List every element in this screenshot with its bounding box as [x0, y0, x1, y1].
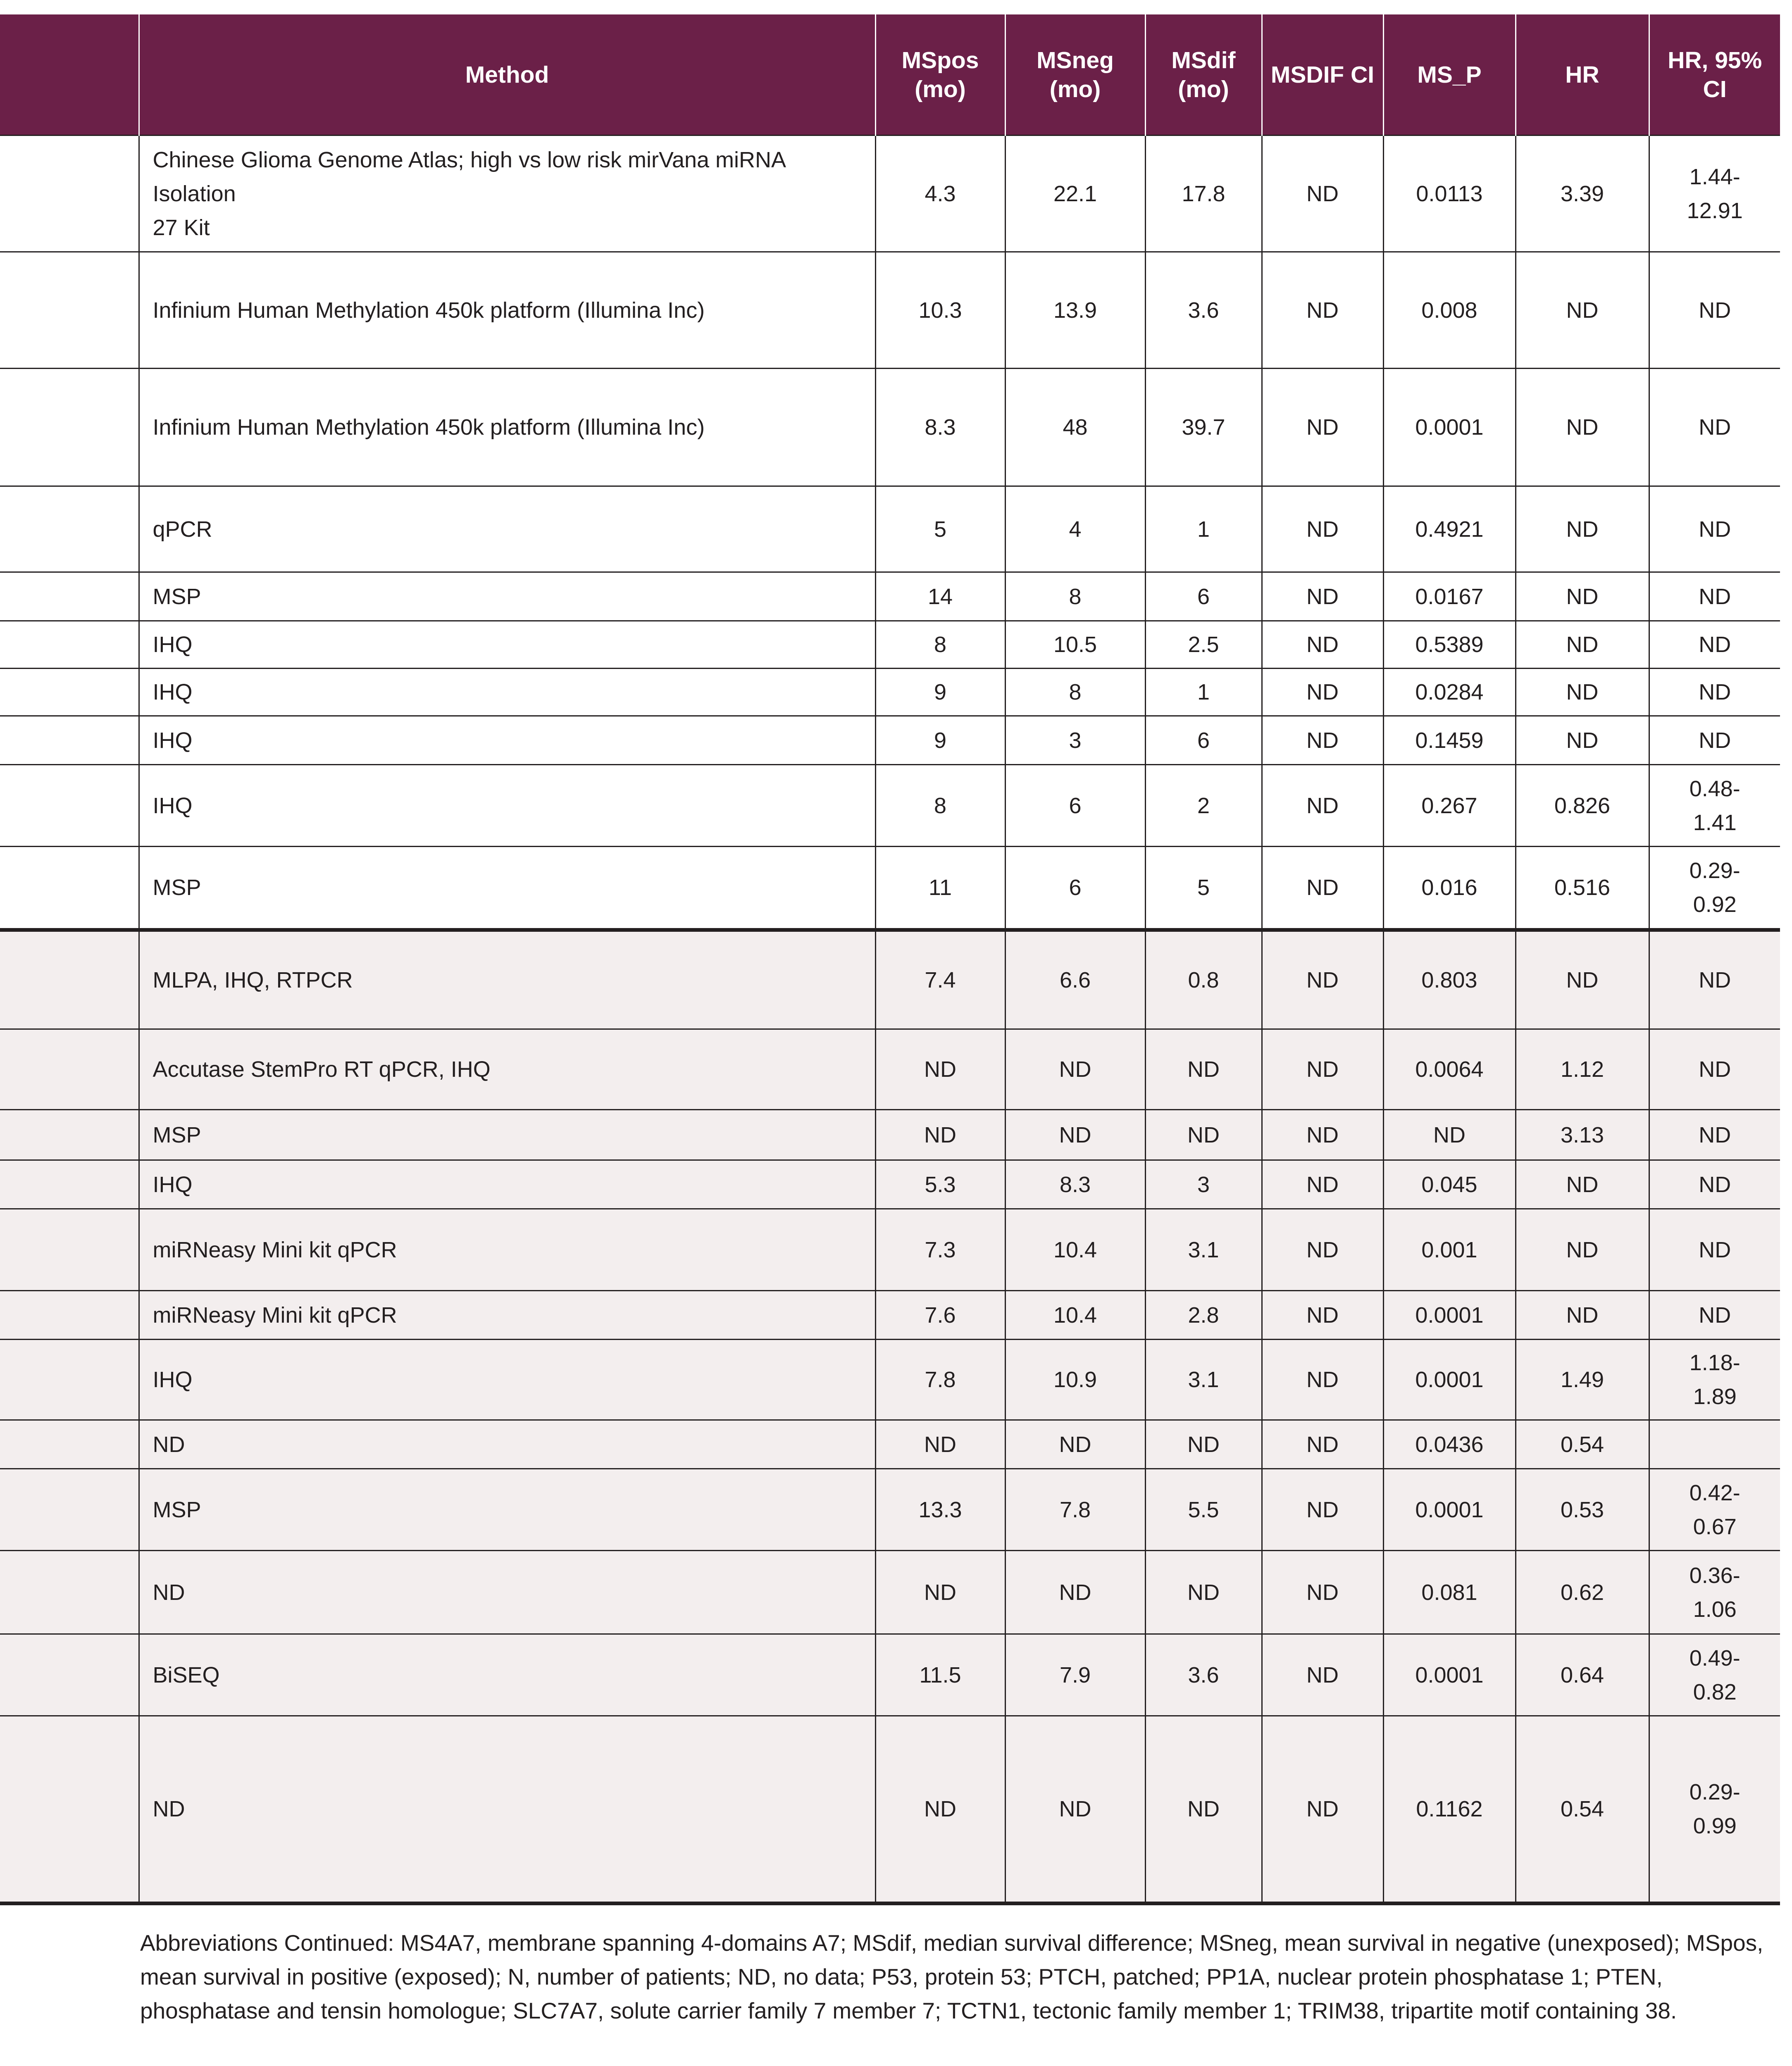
header-blank: [0, 14, 139, 136]
cell-msdif-ci: ND: [1262, 1110, 1383, 1160]
cell-msdif: 17.8: [1145, 136, 1262, 252]
table-row: [0, 369, 1780, 486]
cell-msdif-ci: ND: [1262, 1029, 1383, 1110]
cell-hr-ci: ND: [1649, 252, 1780, 369]
table-row: [0, 1340, 1780, 1420]
cell-msdif: ND: [1145, 1029, 1262, 1110]
cell-hr-ci: 0.36- 1.06: [1649, 1551, 1780, 1634]
table-row: [0, 847, 1780, 930]
cell-hr: 3.13: [1516, 1110, 1649, 1160]
cell-msdif: 3.6: [1145, 252, 1262, 369]
cell-msdif: 6: [1145, 716, 1262, 765]
cell-blank: [0, 1029, 139, 1110]
header-msdif: MSdif (mo): [1145, 14, 1262, 136]
cell-hr-ci: ND: [1649, 1291, 1780, 1340]
cell-hr: 0.54: [1516, 1420, 1649, 1469]
cell-hr: 0.62: [1516, 1551, 1649, 1634]
cell-msdif-ci: ND: [1262, 572, 1383, 621]
table-row: [0, 136, 1780, 252]
cell-msdif-ci: ND: [1262, 847, 1383, 930]
cell-msneg: 10.9: [1005, 1340, 1145, 1420]
cell-blank: [0, 1469, 139, 1551]
cell-msneg: ND: [1005, 1420, 1145, 1469]
cell-method: IHQ: [139, 716, 875, 765]
cell-hr: ND: [1516, 572, 1649, 621]
cell-mspos: 8: [875, 765, 1005, 847]
cell-mspos: 7.6: [875, 1291, 1005, 1340]
cell-hr: 1.12: [1516, 1029, 1649, 1110]
cell-hr: 0.53: [1516, 1469, 1649, 1551]
cell-msdif-ci: ND: [1262, 930, 1383, 1029]
cell-method: ND: [139, 1420, 875, 1469]
header-method: Method: [139, 14, 875, 136]
cell-msdif-ci: ND: [1262, 1634, 1383, 1716]
table-row: [0, 930, 1780, 1029]
cell-ms-p: 0.0167: [1383, 572, 1516, 621]
cell-hr-ci: ND: [1649, 621, 1780, 669]
cell-msdif: ND: [1145, 1716, 1262, 1904]
cell-method: IHQ: [139, 1160, 875, 1209]
cell-hr-ci: ND: [1649, 369, 1780, 486]
cell-msdif: 6: [1145, 572, 1262, 621]
cell-msneg: 7.9: [1005, 1634, 1145, 1716]
cell-mspos: 13.3: [875, 1469, 1005, 1551]
cell-hr: ND: [1516, 621, 1649, 669]
cell-ms-p: 0.045: [1383, 1160, 1516, 1209]
cell-blank: [0, 1420, 139, 1469]
cell-hr-ci: 0.42- 0.67: [1649, 1469, 1780, 1551]
cell-msneg: 8.3: [1005, 1160, 1145, 1209]
cell-ms-p: 0.4921: [1383, 486, 1516, 572]
cell-msneg: 7.8: [1005, 1469, 1145, 1551]
cell-blank: [0, 252, 139, 369]
cell-method: MSP: [139, 847, 875, 930]
cell-msdif: 3.1: [1145, 1209, 1262, 1291]
cell-msdif: ND: [1145, 1551, 1262, 1634]
cell-hr-ci: ND: [1649, 716, 1780, 765]
cell-blank: [0, 1634, 139, 1716]
cell-ms-p: 0.001: [1383, 1209, 1516, 1291]
cell-blank: [0, 765, 139, 847]
cell-msdif-ci: ND: [1262, 1160, 1383, 1209]
cell-msdif-ci: ND: [1262, 1209, 1383, 1291]
cell-mspos: 7.8: [875, 1340, 1005, 1420]
cell-hr-ci: 0.48- 1.41: [1649, 765, 1780, 847]
cell-hr-ci: 0.29- 0.99: [1649, 1716, 1780, 1904]
cell-mspos: 8.3: [875, 369, 1005, 486]
cell-msdif: 0.8: [1145, 930, 1262, 1029]
cell-ms-p: 0.0001: [1383, 1340, 1516, 1420]
cell-msdif: 2.5: [1145, 621, 1262, 669]
cell-hr-ci: ND: [1649, 930, 1780, 1029]
cell-hr: ND: [1516, 930, 1649, 1029]
cell-method: Chinese Glioma Genome Atlas; high vs low risk mirVana miRNA Isolation 27 Kit: [139, 136, 875, 252]
cell-msdif: 3.1: [1145, 1340, 1262, 1420]
cell-msdif-ci: ND: [1262, 669, 1383, 716]
cell-ms-p: 0.0001: [1383, 369, 1516, 486]
cell-method: MSP: [139, 572, 875, 621]
cell-msdif: 1: [1145, 486, 1262, 572]
cell-method: qPCR: [139, 486, 875, 572]
cell-mspos: 11: [875, 847, 1005, 930]
cell-msdif: 3.6: [1145, 1634, 1262, 1716]
cell-msdif: ND: [1145, 1420, 1262, 1469]
cell-method: miRNeasy Mini kit qPCR: [139, 1209, 875, 1291]
table-row: [0, 252, 1780, 369]
cell-method: IHQ: [139, 621, 875, 669]
cell-msneg: ND: [1005, 1110, 1145, 1160]
cell-hr-ci: 0.49- 0.82: [1649, 1634, 1780, 1716]
cell-msdif-ci: ND: [1262, 486, 1383, 572]
cell-msdif: 5: [1145, 847, 1262, 930]
cell-blank: [0, 621, 139, 669]
cell-hr-ci: ND: [1649, 1029, 1780, 1110]
cell-hr-ci: ND: [1649, 1160, 1780, 1209]
cell-method: Accutase StemPro RT qPCR, IHQ: [139, 1029, 875, 1110]
cell-blank: [0, 669, 139, 716]
cell-ms-p: 0.0284: [1383, 669, 1516, 716]
cell-hr-ci: [1649, 1420, 1780, 1469]
cell-msneg: 22.1: [1005, 136, 1145, 252]
cell-method: Infinium Human Methylation 450k platform (Illumina Inc): [139, 369, 875, 486]
cell-method: BiSEQ: [139, 1634, 875, 1716]
table-row: [0, 1029, 1780, 1110]
cell-hr: 0.64: [1516, 1634, 1649, 1716]
table-row: [0, 716, 1780, 765]
cell-hr: ND: [1516, 716, 1649, 765]
cell-msdif-ci: ND: [1262, 716, 1383, 765]
cell-mspos: 14: [875, 572, 1005, 621]
cell-msneg: 10.4: [1005, 1291, 1145, 1340]
cell-msneg: 6.6: [1005, 930, 1145, 1029]
cell-blank: [0, 1716, 139, 1904]
table-row: [0, 572, 1780, 621]
header-hr: HR: [1516, 14, 1649, 136]
cell-method: IHQ: [139, 1340, 875, 1420]
cell-msdif: 3: [1145, 1160, 1262, 1209]
cell-hr: 0.516: [1516, 847, 1649, 930]
cell-hr: 0.826: [1516, 765, 1649, 847]
table-row: [0, 1209, 1780, 1291]
abbreviations-footnote: Abbreviations Continued: MS4A7, membrane spanning 4-domains A7; MSdif, median survival difference; MSneg, mean survival in negative (unexposed); MSpos, mean survival in positive (exposed); N, number of patients; ND, no data; P53, protein 53; PTCH, patched; PP1A, nuclear protein phosphatase 1; PTEN, phosphatase and tensin homologue; SLC7A7, solute carrier family 7 member 7; TCTN1, tectonic family member 1; TRIM38, tripartite motif containing 38.: [140, 1930, 1763, 2023]
cell-msdif-ci: ND: [1262, 621, 1383, 669]
cell-blank: [0, 847, 139, 930]
cell-mspos: ND: [875, 1551, 1005, 1634]
cell-msdif-ci: ND: [1262, 1551, 1383, 1634]
cell-mspos: 4.3: [875, 136, 1005, 252]
cell-msneg: ND: [1005, 1029, 1145, 1110]
cell-blank: [0, 136, 139, 252]
cell-mspos: 8: [875, 621, 1005, 669]
cell-ms-p: 0.008: [1383, 252, 1516, 369]
cell-ms-p: 0.0436: [1383, 1420, 1516, 1469]
cell-msneg: 48: [1005, 369, 1145, 486]
cell-method: miRNeasy Mini kit qPCR: [139, 1291, 875, 1340]
cell-method: MLPA, IHQ, RTPCR: [139, 930, 875, 1029]
cell-ms-p: 0.0001: [1383, 1634, 1516, 1716]
header-msneg: MSneg (mo): [1005, 14, 1145, 136]
cell-ms-p: 0.016: [1383, 847, 1516, 930]
cell-method: MSP: [139, 1469, 875, 1551]
cell-msdif-ci: ND: [1262, 136, 1383, 252]
cell-blank: [0, 930, 139, 1029]
cell-hr: 0.54: [1516, 1716, 1649, 1904]
table-row: [0, 1110, 1780, 1160]
cell-hr: ND: [1516, 252, 1649, 369]
cell-blank: [0, 1160, 139, 1209]
cell-mspos: ND: [875, 1029, 1005, 1110]
cell-msneg: 6: [1005, 765, 1145, 847]
cell-mspos: 9: [875, 716, 1005, 765]
header-ms-p: MS_P: [1383, 14, 1516, 136]
cell-msdif-ci: ND: [1262, 1469, 1383, 1551]
cell-msdif: 5.5: [1145, 1469, 1262, 1551]
cell-hr-ci: ND: [1649, 1209, 1780, 1291]
cell-ms-p: 0.267: [1383, 765, 1516, 847]
cell-msdif: 39.7: [1145, 369, 1262, 486]
cell-hr: ND: [1516, 369, 1649, 486]
cell-hr: ND: [1516, 486, 1649, 572]
cell-blank: [0, 572, 139, 621]
cell-hr: ND: [1516, 1160, 1649, 1209]
cell-blank: [0, 486, 139, 572]
cell-msdif: 2: [1145, 765, 1262, 847]
cell-hr-ci: ND: [1649, 1110, 1780, 1160]
cell-hr-ci: ND: [1649, 572, 1780, 621]
cell-mspos: 7.4: [875, 930, 1005, 1029]
cell-hr-ci: 0.29- 0.92: [1649, 847, 1780, 930]
table-row: [0, 1420, 1780, 1469]
cell-mspos: 10.3: [875, 252, 1005, 369]
cell-ms-p: ND: [1383, 1110, 1516, 1160]
table-row: [0, 1160, 1780, 1209]
cell-msneg: 10.4: [1005, 1209, 1145, 1291]
cell-ms-p: 0.0001: [1383, 1291, 1516, 1340]
table-row: [0, 1634, 1780, 1716]
cell-msdif-ci: ND: [1262, 1420, 1383, 1469]
cell-msneg: ND: [1005, 1551, 1145, 1634]
cell-blank: [0, 716, 139, 765]
table-row: [0, 765, 1780, 847]
cell-hr: 1.49: [1516, 1340, 1649, 1420]
cell-ms-p: 0.1459: [1383, 716, 1516, 765]
cell-method: Infinium Human Methylation 450k platform (Illumina Inc): [139, 252, 875, 369]
cell-msdif-ci: ND: [1262, 252, 1383, 369]
cell-hr: ND: [1516, 669, 1649, 716]
cell-method: IHQ: [139, 765, 875, 847]
cell-mspos: 5.3: [875, 1160, 1005, 1209]
cell-msneg: 13.9: [1005, 252, 1145, 369]
cell-msdif-ci: ND: [1262, 1291, 1383, 1340]
cell-hr-ci: ND: [1649, 669, 1780, 716]
cell-msneg: 10.5: [1005, 621, 1145, 669]
table-row: [0, 1469, 1780, 1551]
cell-msneg: 3: [1005, 716, 1145, 765]
cell-mspos: ND: [875, 1110, 1005, 1160]
cell-hr: ND: [1516, 1209, 1649, 1291]
cell-ms-p: 0.0064: [1383, 1029, 1516, 1110]
cell-mspos: 7.3: [875, 1209, 1005, 1291]
cell-hr: 3.39: [1516, 136, 1649, 252]
cell-ms-p: 0.0113: [1383, 136, 1516, 252]
cell-msdif-ci: ND: [1262, 1716, 1383, 1904]
cell-ms-p: 0.5389: [1383, 621, 1516, 669]
cell-msneg: 4: [1005, 486, 1145, 572]
cell-msneg: ND: [1005, 1716, 1145, 1904]
cell-method: ND: [139, 1716, 875, 1904]
table-header-row: [0, 14, 1780, 136]
header-msdif-ci: MSDIF CI: [1262, 14, 1383, 136]
cell-msdif: 2.8: [1145, 1291, 1262, 1340]
cell-msneg: 8: [1005, 572, 1145, 621]
cell-msdif-ci: ND: [1262, 765, 1383, 847]
cell-method: IHQ: [139, 669, 875, 716]
table-row: [0, 486, 1780, 572]
cell-msneg: 8: [1005, 669, 1145, 716]
cell-mspos: 11.5: [875, 1634, 1005, 1716]
cell-blank: [0, 1340, 139, 1420]
table-row: [0, 669, 1780, 716]
cell-blank: [0, 369, 139, 486]
cell-method: MSP: [139, 1110, 875, 1160]
table-row: [0, 1716, 1780, 1904]
table-row: [0, 1291, 1780, 1340]
header-mspos: MSpos (mo): [875, 14, 1005, 136]
cell-hr: ND: [1516, 1291, 1649, 1340]
cell-hr-ci: ND: [1649, 486, 1780, 572]
cell-ms-p: 0.1162: [1383, 1716, 1516, 1904]
cell-blank: [0, 1551, 139, 1634]
cell-mspos: ND: [875, 1716, 1005, 1904]
cell-blank: [0, 1110, 139, 1160]
cell-blank: [0, 1291, 139, 1340]
table-row: [0, 1551, 1780, 1634]
cell-mspos: 5: [875, 486, 1005, 572]
cell-mspos: ND: [875, 1420, 1005, 1469]
cell-msdif: 1: [1145, 669, 1262, 716]
cell-ms-p: 0.803: [1383, 930, 1516, 1029]
cell-ms-p: 0.0001: [1383, 1469, 1516, 1551]
cell-mspos: 9: [875, 669, 1005, 716]
cell-method: ND: [139, 1551, 875, 1634]
survival-table: [0, 14, 1780, 1905]
cell-hr-ci: 1.44- 12.91: [1649, 136, 1780, 252]
cell-ms-p: 0.081: [1383, 1551, 1516, 1634]
cell-msdif-ci: ND: [1262, 1340, 1383, 1420]
cell-blank: [0, 1209, 139, 1291]
cell-msdif-ci: ND: [1262, 369, 1383, 486]
cell-msneg: 6: [1005, 847, 1145, 930]
table-row: [0, 621, 1780, 669]
cell-hr-ci: 1.18- 1.89: [1649, 1340, 1780, 1420]
header-hr-ci: HR, 95% CI: [1649, 14, 1780, 136]
cell-msdif: ND: [1145, 1110, 1262, 1160]
